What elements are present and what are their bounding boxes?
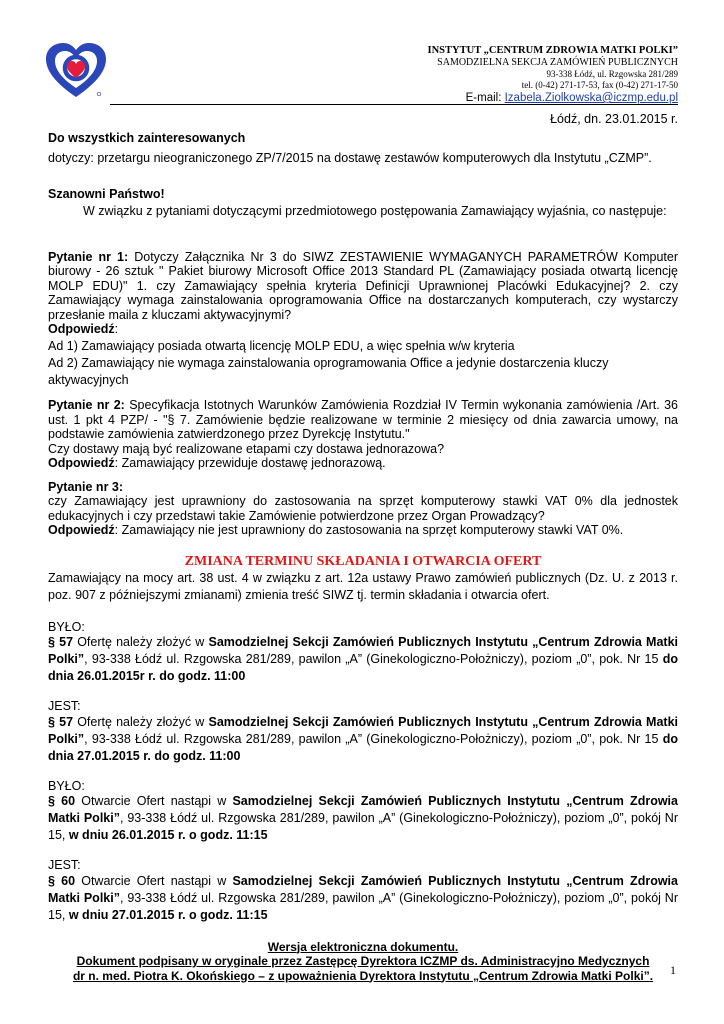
block-1-paragraph: § 57 <box>48 635 74 649</box>
question-2-text: Specyfikacja Istotnych Warunków Zamówienia Rozdział IV Termin wykonania zamówienia /Art. 36 ust. 1 pkt 4 PZP/ - "§ 7. Zamówienie będzie realizowane w terminie 2 miesięcy od dnia zawarcia umowy, na podstawie zamówienia zatwierdzonego przez Dyrekcję Instytutu." <box>48 398 678 441</box>
block-4-place: , 93-338 Łódź ul. Rzgowska 281/289, pawilon „A” (Ginekologiczno-Położniczy), poziom „0”, pokój Nr 15, <box>48 890 678 922</box>
block-2-lead: Ofertę należy złożyć w <box>73 714 209 729</box>
block-1-place: , 93-338 Łódź ul. Rzgowska 281/289, pawilon „A” (Ginekologiczno-Położniczy), poziom „0”, pok. Nr 15 <box>84 652 663 666</box>
intro-text: W związku z pytaniami dotyczącymi przedmiotowego postępowania Zamawiający wyjaśnia, co następuje: <box>83 204 667 218</box>
greeting: Szanowni Państwo! <box>48 186 165 201</box>
block-4-lead: Otwarcie Ofert nastąpi w <box>75 873 233 888</box>
block-3-lead: Otwarcie Ofert nastąpi w <box>75 794 233 808</box>
institute-logo <box>44 42 108 100</box>
question-1 <box>48 250 678 323</box>
logo-registered-mark <box>97 92 101 96</box>
answer-2 <box>48 456 678 471</box>
email-label: E-mail: <box>465 92 505 104</box>
answer-1-colon: : <box>114 322 119 336</box>
answer-3-label: Odpowiedź <box>48 523 115 537</box>
change-intro: Zamawiający na mocy art. 38 ust. 4 w związku z art. 12a ustawy Prawo zamówień publicznych (Dz. U. z 2013 r. poz. 907 z późniejszymi zmianami) zmienia treść SIWZ tj. termin składania i otwarcia ofert. <box>48 570 678 602</box>
block-4-label: JEST: <box>48 858 81 872</box>
change-heading: ZMIANA TERMINU SKŁADANIA I OTWARCIA OFERT <box>184 553 542 569</box>
footer-line-2: Dokument podpisany w oryginale przez Zastępcę Dyrektora ICZMP ds. Administracyjno Medycznych <box>76 954 650 968</box>
answer-1-heading <box>48 322 678 337</box>
block-1-text <box>48 634 678 685</box>
footer-line-3: dr n. med. Piotra K. Okońskiego – z upoważnienia Dyrektora Instytutu „Centrum Zdrowia Matki Polki”. <box>72 968 654 983</box>
letter-body <box>48 112 678 983</box>
block-2-deadline: do dnia 27.01.2015 r. do godz. 11:00 <box>48 731 678 763</box>
answer-1-ad2: Ad 2) Zamawiający nie wymaga zainstalowania oprogramowania Office a jedynie dostarczenia kluczy aktywacyjnych <box>48 356 609 387</box>
page-number: 1 <box>670 963 676 977</box>
signature-note <box>48 940 678 984</box>
block-4-deadline: w dniu 27.01.2015 r. o godz. 11:15 <box>68 907 268 922</box>
block-2-office: Samodzielnej Sekcji Zamówień Publicznych Instytutu „Centrum Zdrowia Matki Polki” <box>48 714 678 746</box>
block-4-paragraph: § 60 <box>48 873 76 888</box>
block-3-place: , 93-338 Łódź ul. Rzgowska 281/289, pawilon „A” (Ginekologiczno-Położniczy), poziom „0”, pokój Nr 15, <box>48 811 678 842</box>
block-2-text <box>48 714 678 765</box>
question-2 <box>48 398 678 442</box>
letterhead <box>428 44 678 105</box>
block-2-place: , 93-338 Łódź ul. Rzgowska 281/289, pawilon „A” (Ginekologiczno-Położniczy), poziom „0”, pok. Nr 15 <box>84 731 663 746</box>
block-1-lead: Ofertę należy złożyć w <box>73 635 209 649</box>
block-1-office: Samodzielnej Sekcji Zamówień Publicznych Instytutu „Centrum Zdrowia Matki Polki” <box>48 635 678 666</box>
question-3-label: Pytanie nr 3: <box>48 479 124 494</box>
recipients: Do wszystkich zainteresowanych <box>48 130 246 145</box>
section-name: SAMODZIELNA SEKCJA ZAMÓWIEŃ PUBLICZNYCH <box>437 57 678 68</box>
answer-2-text: : Zamawiający przewiduje dostawę jednorazową. <box>114 456 386 470</box>
footer-line-1: Wersja elektroniczna dokumentu. <box>267 939 459 954</box>
header-divider <box>110 104 678 105</box>
answer-1-label: Odpowiedź <box>48 322 115 336</box>
institution-address: 93-338 Łódź, ul. Rzgowska 281/289 <box>546 69 678 79</box>
block-3-deadline: w dniu 26.01.2015 r. o godz. 11:15 <box>68 828 268 842</box>
question-2-label: Pytanie nr 2: <box>48 398 125 412</box>
block-1-deadline: do dnia 26.01.2015r r. do godz. 11:00 <box>48 652 678 683</box>
block-3-label: BYŁO: <box>48 778 85 793</box>
block-3-text <box>48 793 678 844</box>
question-3-text: czy Zamawiający jest uprawniony do zastosowania na sprzęt komputerowy stawki VAT 0% dla jednostek edukacyjnych i czy przedstawi takie Zamówienie potwierdzone przez Organ Prowadzący? <box>48 494 678 523</box>
question-1-text: Dotyczy Załącznika Nr 3 do SIWZ ZESTAWIENIE WYMAGANYCH PARAMETRÓW Komputer biurowy - 26 sztuk " Pakiet biurowy Microsoft Office 2013 Standard PL (Zamawiający posiada otwartą licencję MOLP EDU)" 1. czy Zamawiający spełnia kryteria Definicji Uprawnionej Placówki Edukacyjnej? 2. czy Zamawiający wymaga zainstalowania oprogramowania Office na dostarczanych komputerach, czy wystarczy przesłanie maila z kluczami aktywacyjnymi? <box>48 249 678 322</box>
answer-2-label: Odpowiedź <box>48 456 115 470</box>
institution-name: INSTYTUT „CENTRUM ZDROWIA MATKI POLKI” <box>427 45 678 56</box>
email-link[interactable]: Izabela.Ziolkowska@iczmp.edu.pl <box>504 92 678 104</box>
block-4-text <box>48 873 678 924</box>
question-2-query: Czy dostawy mają być realizowane etapami czy dostawa jednorazowa? <box>48 441 445 456</box>
block-2-label: JEST: <box>48 699 81 713</box>
email-line <box>428 91 678 105</box>
answer-3-text: : Zamawiający nie jest uprawniony do zastosowania na sprzęt komputerowy stawki VAT 0%. <box>114 523 624 537</box>
institution-phone: tel. (0-42) 271-17-53, fax (0-42) 271-17-50 <box>521 80 678 90</box>
date-line: Łódź, dn. 23.01.2015 r. <box>550 112 678 126</box>
block-4-office: Samodzielnej Sekcji Zamówień Publicznych Instytutu „Centrum Zdrowia Matki Polki” <box>48 873 678 905</box>
subject-line: dotyczy: przetargu nieograniczonego ZP/7/2015 na dostawę zestawów komputerowych dla Instytutu „CZMP”. <box>48 151 652 165</box>
block-1-label: BYŁO: <box>48 619 85 634</box>
block-3-office: Samodzielnej Sekcji Zamówień Publicznych Instytutu „Centrum Zdrowia Matki Polki” <box>48 794 678 825</box>
block-3-paragraph: § 60 <box>48 794 76 808</box>
block-2-paragraph: § 57 <box>48 714 74 729</box>
answer-3 <box>48 523 678 538</box>
answer-1-ad1: Ad 1) Zamawiający posiada otwartą licencję MOLP EDU, a więc spełnia w/w kryteria <box>48 338 515 353</box>
question-1-label: Pytanie nr 1: <box>48 249 129 264</box>
